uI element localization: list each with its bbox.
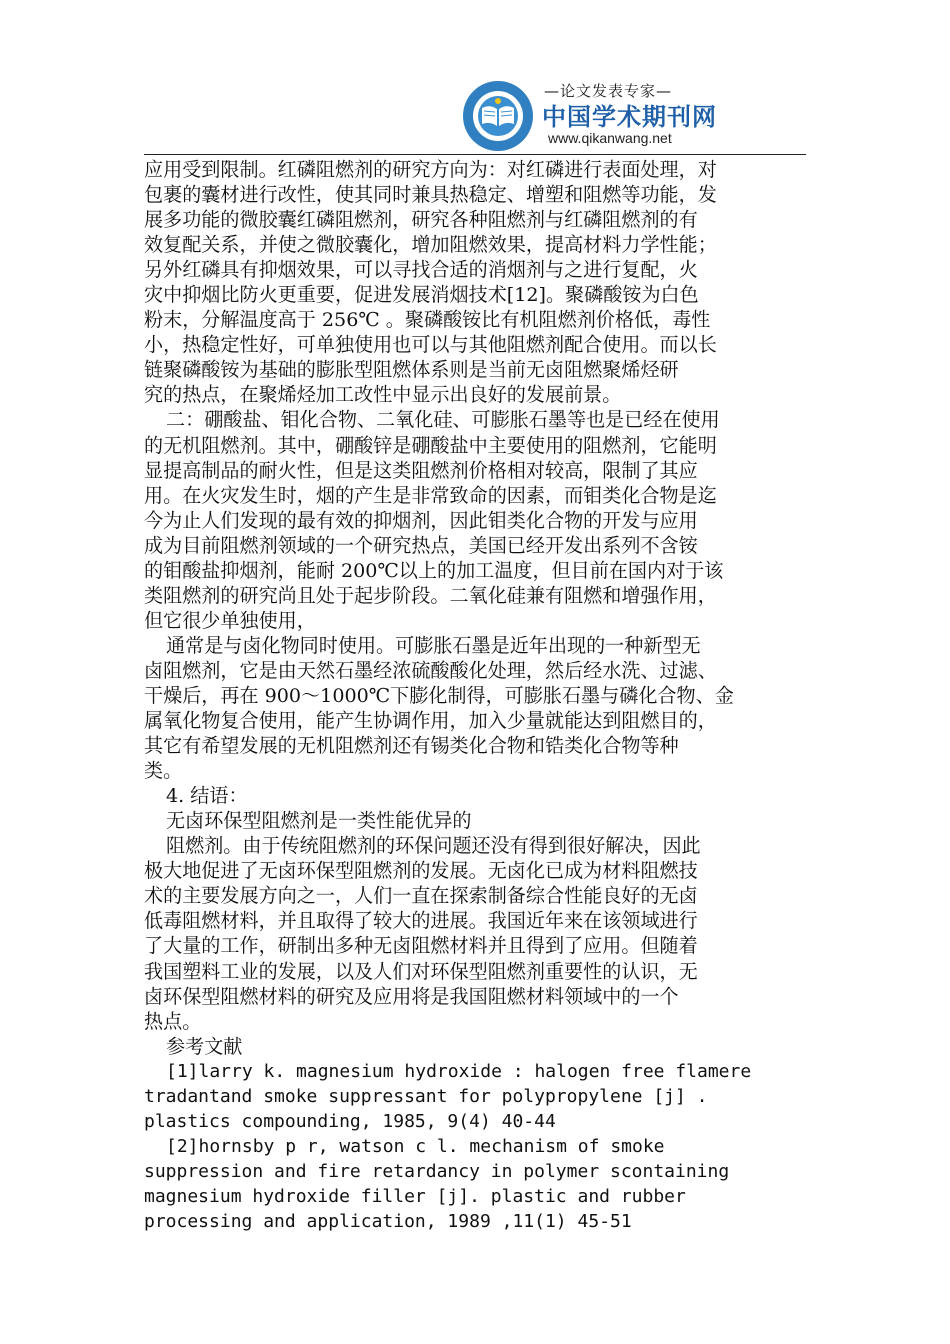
- text-line: 小，热稳定性好，可单独使用也可以与其他阻燃剂配合使用。而以长: [144, 333, 717, 357]
- reference-line: processing and application, 1989 ,11(1) 45-51: [144, 1210, 632, 1232]
- text-line: 显提高制品的耐火性，但是这类阻燃剂价格相对较高，限制了其应: [144, 458, 698, 482]
- text-line: 其它有希望发展的无机阻燃剂还有锡类化合物和锆类化合物等种: [144, 734, 679, 758]
- reference-line: plastics compounding, 1985, 9(4) 40-44: [144, 1110, 556, 1132]
- text-line: 应用受到限制。红磷阻燃剂的研究方向为：对红磷进行表面处理，对: [144, 158, 717, 181]
- reference-line: [2]hornsby p r, watson c l. mechanism of smoke: [166, 1135, 665, 1157]
- logo-url: www.qikanwang.net: [548, 130, 672, 146]
- text-line: 用。在火灾发生时，烟的产生是非常致命的因素，而钼类化合物是迄: [144, 483, 717, 507]
- text-line: 低毒阻燃材料，并且取得了较大的进展。我国近年来在该领域进行: [144, 909, 698, 933]
- text-line: 包裹的囊材进行改性，使其同时兼具热稳定、增塑和阻燃等功能，发: [144, 183, 717, 207]
- text-line: 的无机阻燃剂。其中，硼酸锌是硼酸盐中主要使用的阻燃剂，它能明: [144, 433, 717, 457]
- text-line: 参考文献: [166, 1034, 243, 1058]
- text-line: 了大量的工作，研制出多种无卤阻燃材料并且得到了应用。但随着: [144, 934, 698, 958]
- text-line: 成为目前阻燃剂领域的一个研究热点，美国已经开发出系列不含铵: [144, 533, 698, 557]
- text-line: 究的热点，在聚烯烃加工改性中显示出良好的发展前景。: [144, 383, 622, 407]
- logo-slogan: —论文发表专家—: [544, 82, 673, 100]
- logo-emblem: [462, 80, 534, 152]
- text-line: 灾中抑烟比防火更重要，促进发展消烟技术[12]。聚磷酸铵为白色: [144, 283, 699, 307]
- reference-line: [1]larry k. magnesium hydroxide : halogen free flamere: [166, 1060, 752, 1082]
- text-line: 类。: [144, 759, 183, 783]
- text-line: 卤阻燃剂，它是由天然石墨经浓硫酸酸化处理，然后经水洗、过滤、: [144, 658, 717, 682]
- text-line: 干燥后，再在 900～1000℃下膨化制得，可膨胀石墨与磷化合物、金: [144, 683, 734, 707]
- text-line: 展多功能的微胶囊红磷阻燃剂，研究各种阻燃剂与红磷阻燃剂的有: [144, 208, 698, 232]
- text-line: 今为止人们发现的最有效的抑烟剂，因此钼类化合物的开发与应用: [144, 508, 698, 532]
- reference-line: tradantand smoke suppressant for polypropylene [j] .: [144, 1085, 708, 1107]
- site-logo: [462, 80, 717, 152]
- text-line: 我国塑料工业的发展，以及人们对环保型阻燃剂重要性的认识，无: [144, 959, 698, 983]
- text-line: 阻燃剂。由于传统阻燃剂的环保问题还没有得到很好解决，因此: [166, 834, 701, 858]
- text-line: 无卤环保型阻燃剂是一类性能优异的: [166, 809, 472, 833]
- text-line: 另外红磷具有抑烟效果，可以寻找合适的消烟剂与之进行复配，火: [144, 258, 698, 282]
- text-line: 类阻燃剂的研究尚且处于起步阶段。二氧化硅兼有阻燃和增强作用，: [144, 583, 717, 607]
- text-line: 属氧化物复合使用，能产生协调作用，加入少量就能达到阻燃目的，: [144, 709, 717, 733]
- text-line: 通常是与卤化物同时使用。可膨胀石墨是近年出现的一种新型无: [166, 633, 701, 657]
- text-line: 二：硼酸盐、钼化合物、二氧化硅、可膨胀石墨等也是已经在使用: [166, 408, 720, 432]
- document-body: [144, 157, 806, 1234]
- text-line: 术的主要发展方向之一，人们一直在探索制备综合性能良好的无卤: [144, 884, 698, 908]
- text-line: 效复配关系，并使之微胶囊化，增加阻燃效果，提高材料力学性能；: [144, 233, 717, 257]
- reference-line: suppression and fire retardancy in polymer scontaining: [144, 1160, 730, 1182]
- text-line: 4. 结语：: [166, 784, 248, 808]
- text-line: 但它很少单独使用，: [144, 608, 316, 632]
- text-line: 粉末，分解温度高于 256℃ 。聚磷酸铵比有机阻燃剂价格低，毒性: [144, 308, 711, 332]
- text-line: 热点。: [144, 1009, 202, 1033]
- text-line: 链聚磷酸铵为基础的膨胀型阻燃体系则是当前无卤阻燃聚烯烃研: [144, 358, 679, 382]
- text-line: 卤环保型阻燃材料的研究及应用将是我国阻燃材料领域中的一个: [144, 984, 679, 1008]
- logo-brand: 中国学术期刊网: [542, 103, 717, 131]
- header-divider: [144, 154, 806, 155]
- text-line: 的钼酸盐抑烟剂，能耐 200℃以上的加工温度，但目前在国内对于该: [144, 558, 724, 582]
- reference-line: magnesium hydroxide filler [j]. plastic and rubber: [144, 1185, 686, 1207]
- text-line: 极大地促进了无卤环保型阻燃剂的发展。无卤化已成为材料阻燃技: [144, 859, 698, 883]
